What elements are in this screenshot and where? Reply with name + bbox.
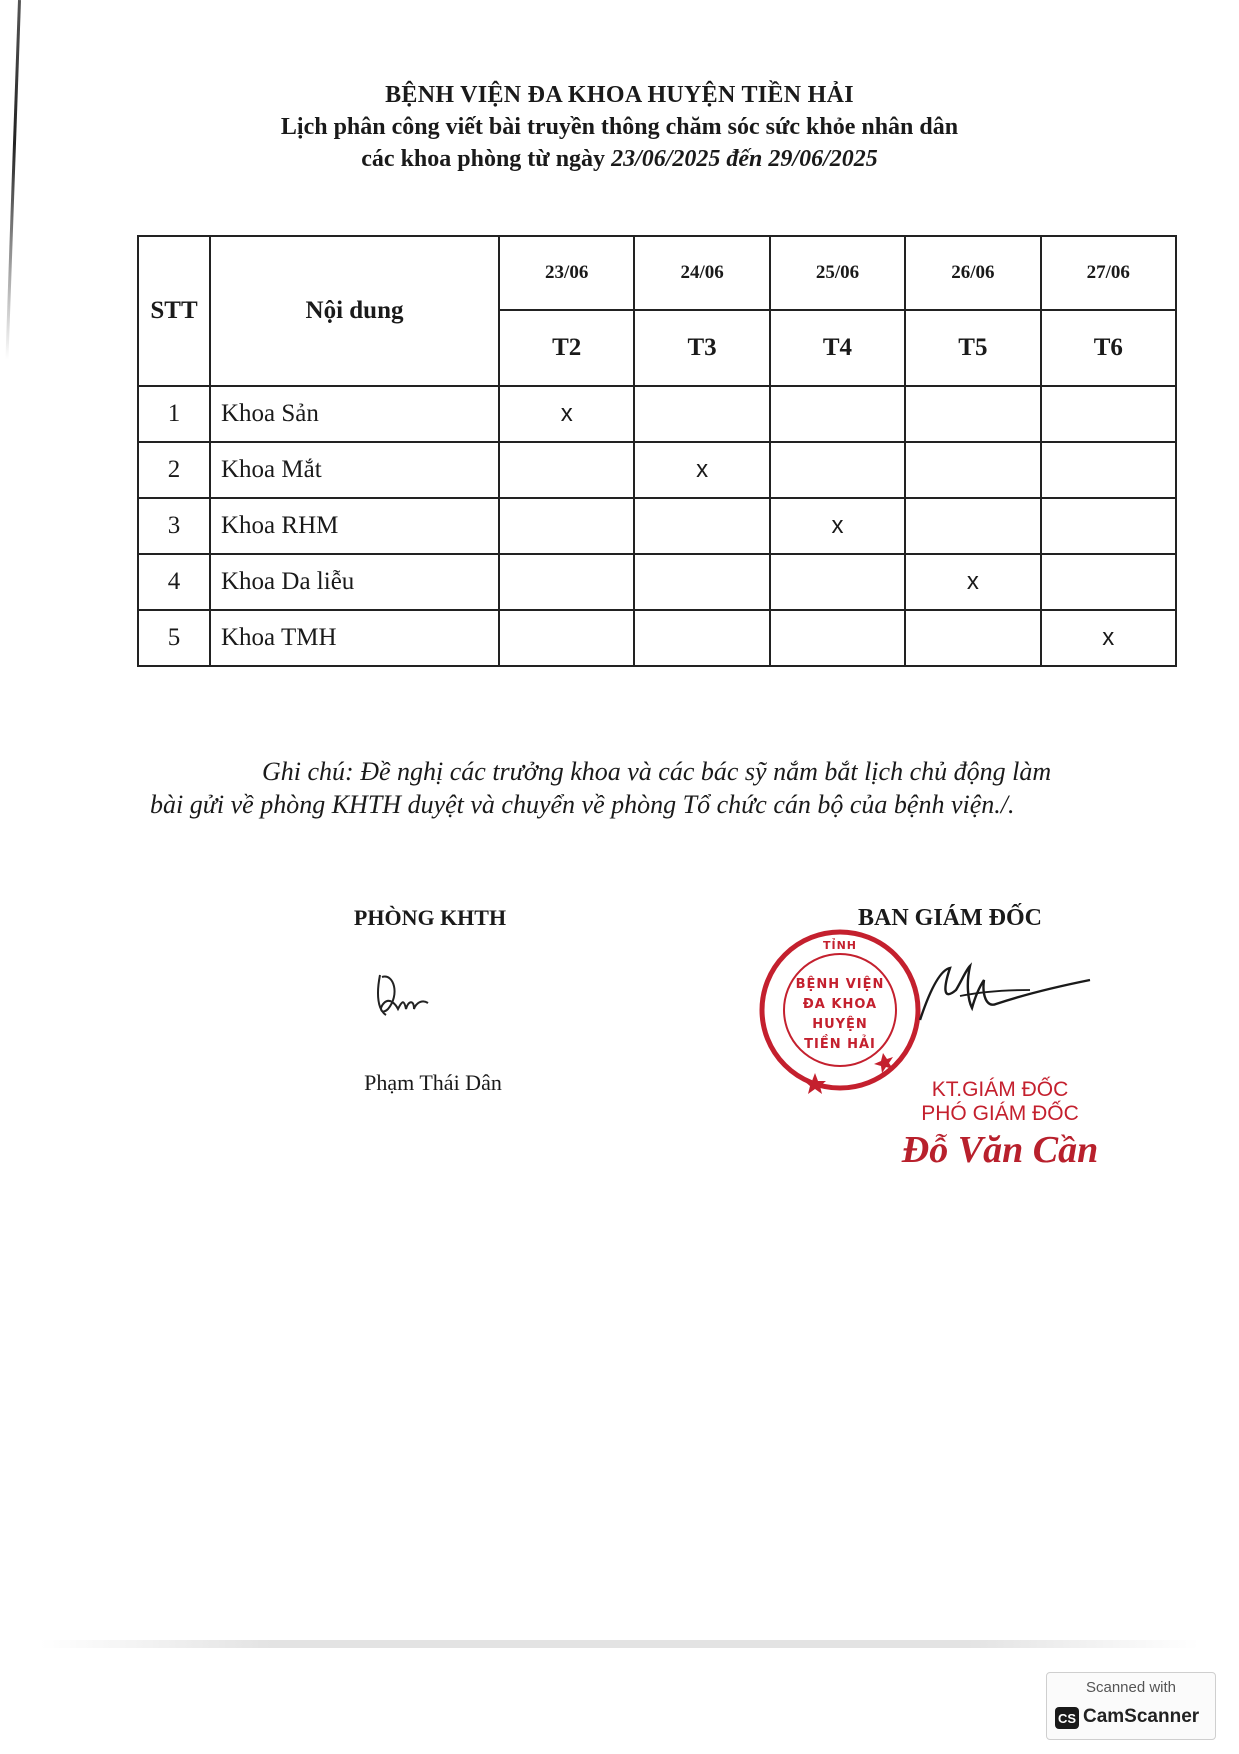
table-row (138, 498, 1176, 554)
column-header-day: T4 (770, 310, 905, 386)
seal-top-text: TỈNH (822, 939, 857, 952)
note-line: bài gửi về phòng KHTH duyệt và chuyển về phòng Tổ chức cán bộ của bệnh viện./. (150, 790, 1015, 819)
table-row (138, 554, 1176, 610)
schedule-cell (1041, 498, 1176, 554)
schedule-cell (1041, 386, 1176, 442)
schedule-cell: x (634, 442, 769, 498)
schedule-cell (499, 498, 634, 554)
right-signatory-name: Đỗ Văn Cần (901, 1129, 1099, 1171)
scan-artifact-line (40, 1640, 1199, 1648)
column-header-date: 23/06 (499, 236, 634, 310)
seal-text: TIỀN HẢI (804, 1037, 876, 1052)
row-department: Khoa Mắt (210, 442, 499, 498)
schedule-cell (634, 386, 769, 442)
schedule-cell: x (1041, 610, 1176, 666)
right-signatory-title: BAN GIÁM ĐỐC (858, 905, 1042, 931)
schedule-cell (634, 610, 769, 666)
document-subtitle: Lịch phân công viết bài truyền thông chăm sóc sức khỏe nhân dân (280, 114, 959, 140)
column-header-date: 27/06 (1041, 236, 1176, 310)
row-stt: 4 (138, 554, 210, 610)
schedule-cell (634, 554, 769, 610)
camscanner-watermark (1046, 1672, 1216, 1740)
column-header-date: 24/06 (634, 236, 769, 310)
watermark-brand: CamScanner (1083, 1706, 1200, 1727)
row-stt: 2 (138, 442, 210, 498)
table-row (138, 610, 1176, 666)
schedule-cell: x (905, 554, 1040, 610)
row-department: Khoa Sản (210, 386, 499, 442)
schedule-cell (499, 442, 634, 498)
left-signatory-name: Phạm Thái Dân (364, 1070, 502, 1095)
schedule-table (137, 235, 1177, 667)
date-range-prefix: các khoa phòng từ ngày (361, 146, 612, 172)
row-department: Khoa TMH (210, 610, 499, 666)
right-signature-icon (900, 950, 1100, 1045)
seal-text: HUYỆN (812, 1017, 868, 1032)
left-signatory-title: PHÒNG KHTH (353, 905, 507, 930)
schedule-cell (770, 442, 905, 498)
note-paragraph (150, 755, 1110, 821)
table-row (138, 442, 1176, 498)
row-stt: 3 (138, 498, 210, 554)
date-range-values: 23/06/2025 đến 29/06/2025 (611, 146, 878, 172)
schedule-cell (905, 610, 1040, 666)
row-stt: 5 (138, 610, 210, 666)
watermark-caption: Scanned with (1085, 1679, 1177, 1696)
schedule-cell (770, 610, 905, 666)
column-header-date: 25/06 (770, 236, 905, 310)
right-signatory-authority: KT.GIÁM ĐỐC (931, 1078, 1069, 1101)
schedule-cell (770, 554, 905, 610)
column-header-stt: STT (138, 236, 210, 386)
page-edge-shadow (5, 0, 21, 360)
schedule-cell (905, 442, 1040, 498)
column-header-day: T3 (634, 310, 769, 386)
schedule-cell: x (499, 386, 634, 442)
column-header-content: Nội dung (210, 236, 499, 386)
seal-text: ĐA KHOA (802, 997, 878, 1012)
table-row (138, 386, 1176, 442)
row-department: Khoa Da liễu (210, 554, 499, 610)
schedule-cell (499, 610, 634, 666)
schedule-cell: x (770, 498, 905, 554)
schedule-cell (634, 498, 769, 554)
row-department: Khoa RHM (210, 498, 499, 554)
column-header-day: T2 (499, 310, 634, 386)
hospital-name: BỆNH VIỆN ĐA KHOA HUYỆN TIỀN HẢI (385, 82, 854, 108)
column-header-day: T6 (1041, 310, 1176, 386)
schedule-cell (770, 386, 905, 442)
column-header-day: T5 (905, 310, 1040, 386)
note-line: Ghi chú: Đề nghị các trưởng khoa và các bác sỹ nắm bắt lịch chủ động làm (262, 757, 1052, 786)
schedule-cell (499, 554, 634, 610)
camscanner-logo-icon: CS (1055, 1707, 1079, 1729)
column-header-date: 26/06 (905, 236, 1040, 310)
left-signature-icon (372, 965, 442, 1030)
schedule-cell (1041, 554, 1176, 610)
schedule-cell (905, 498, 1040, 554)
seal-text: BỆNH VIỆN (795, 977, 885, 992)
right-signatory-position: PHÓ GIÁM ĐỐC (921, 1102, 1079, 1125)
schedule-cell (1041, 442, 1176, 498)
document-date-range (0, 146, 1239, 173)
schedule-cell (905, 386, 1040, 442)
row-stt: 1 (138, 386, 210, 442)
